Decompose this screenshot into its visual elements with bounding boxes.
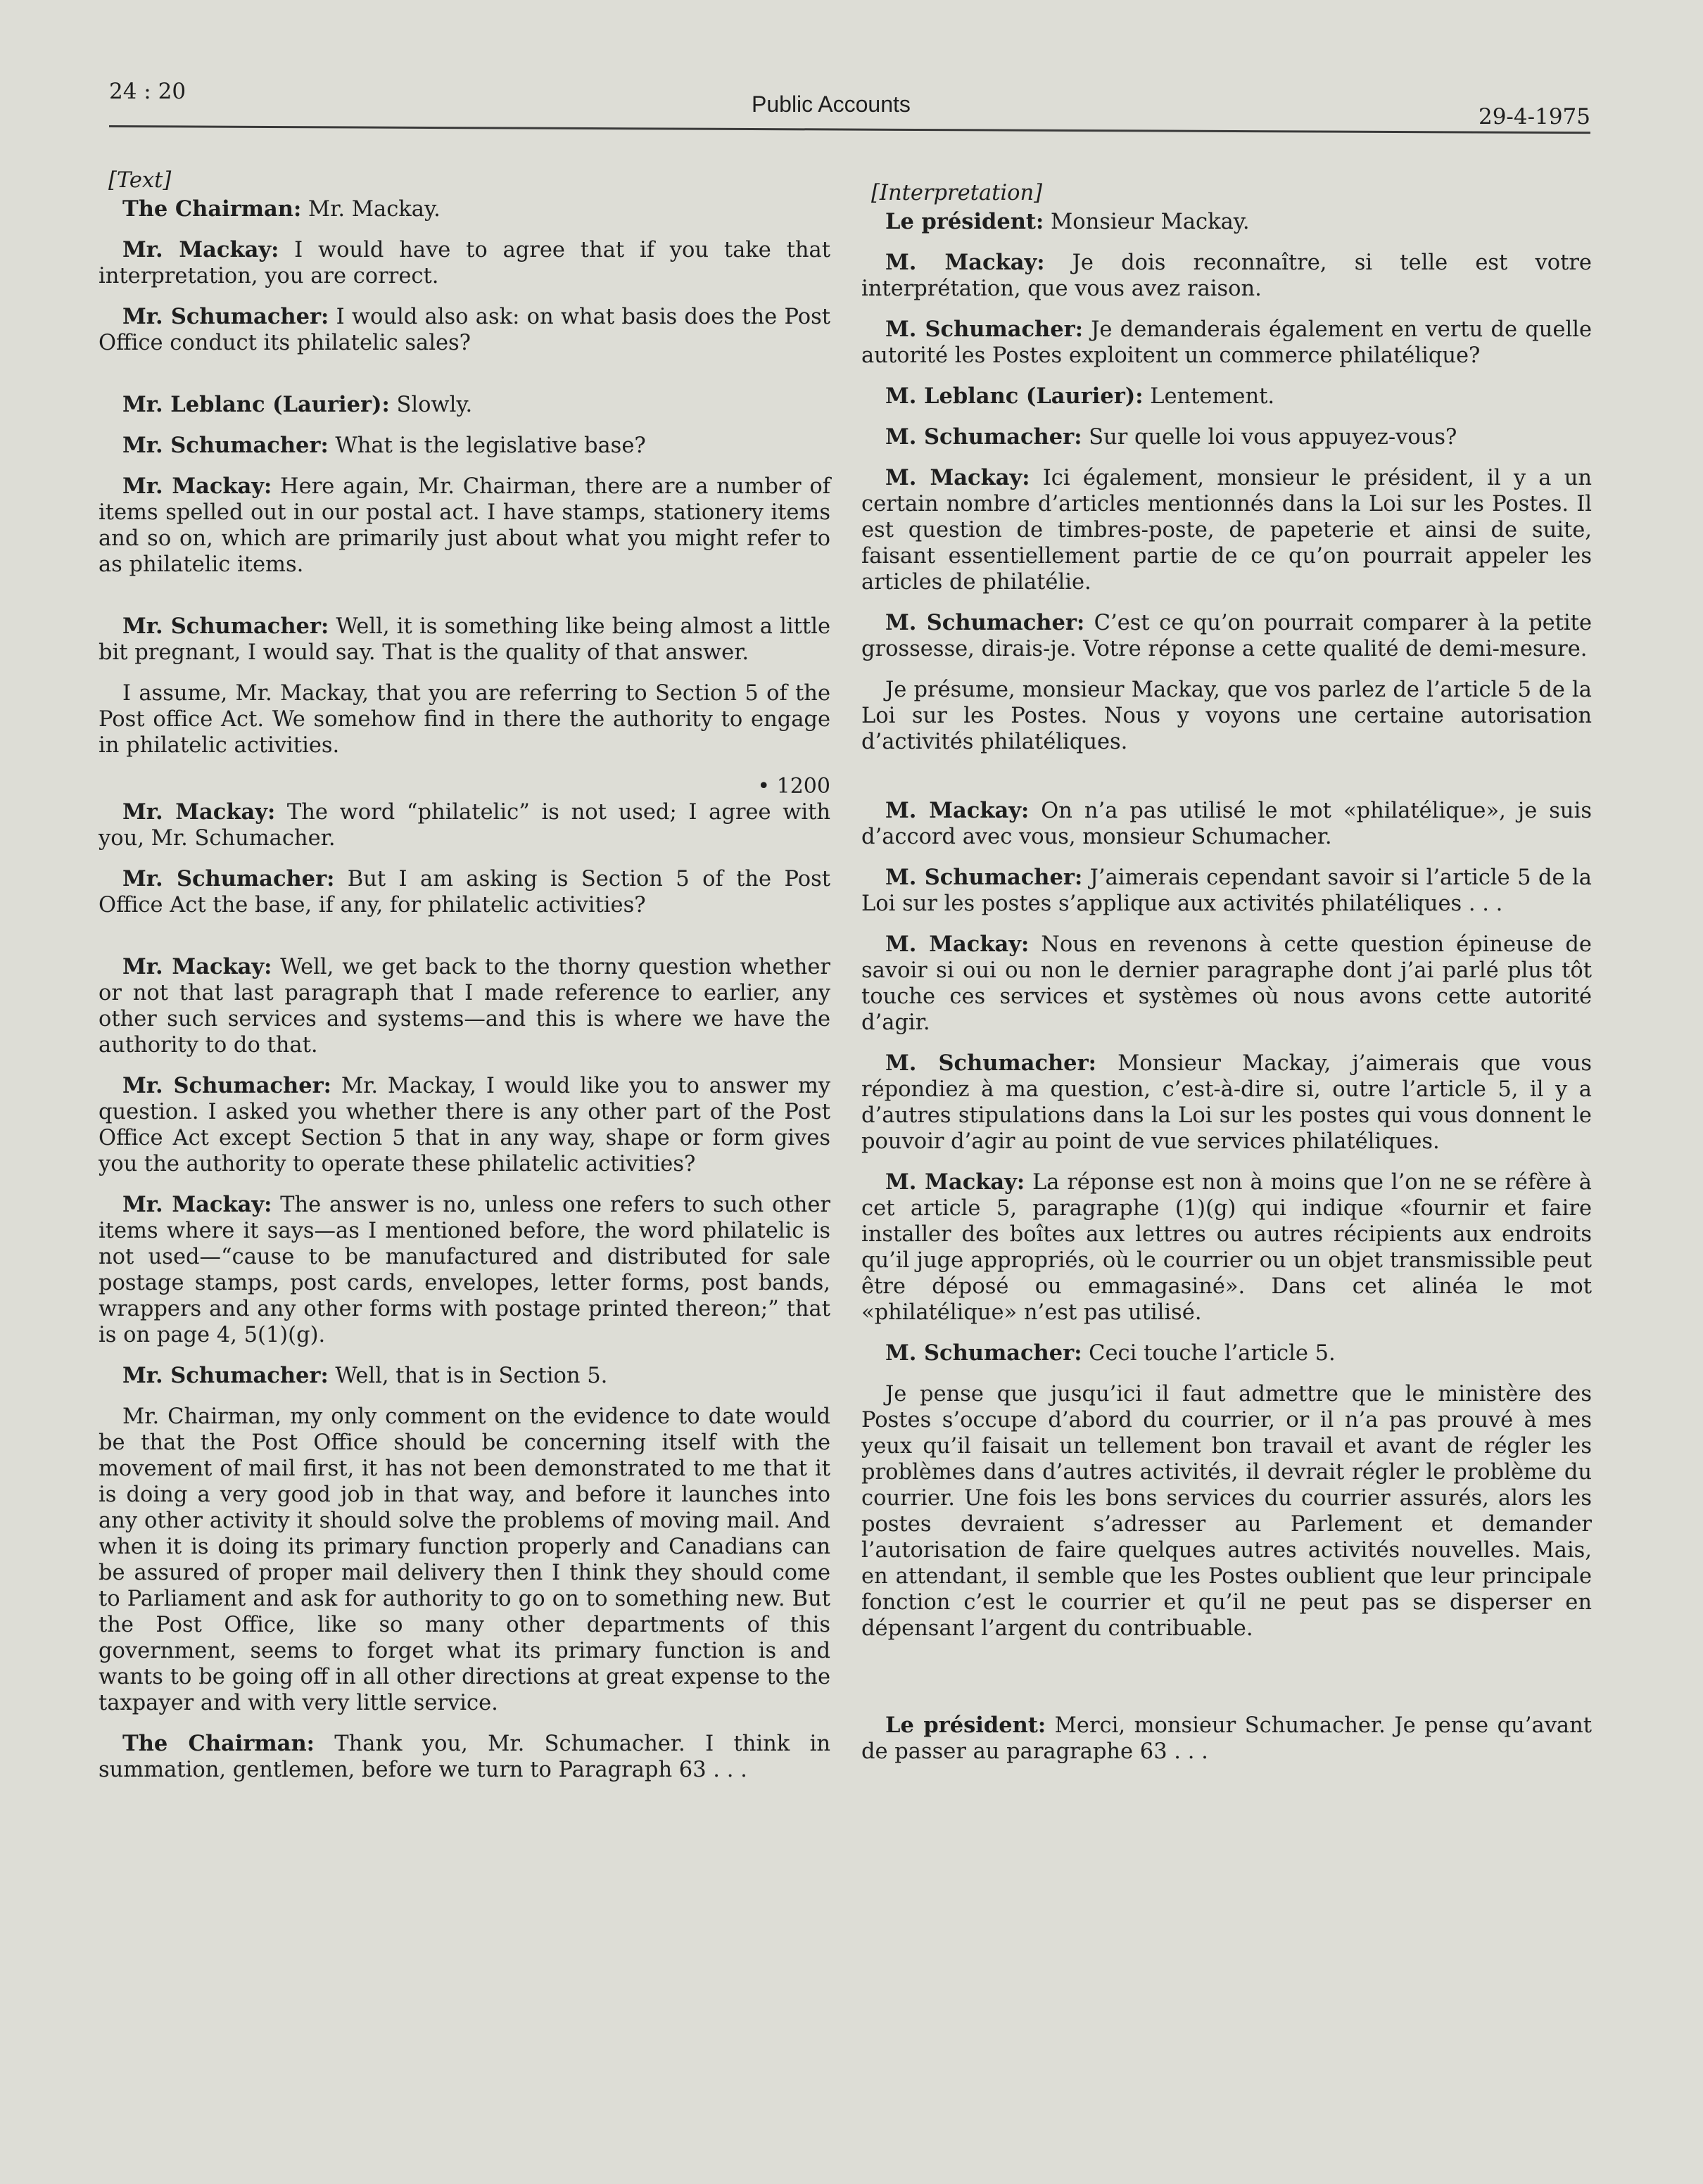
paragraph (861, 465, 1592, 595)
speech: I assume, Mr. Mackay, that you are referring to Section 5 of the Post office Act. We somehow find in there the authority to engage in philatelic activities. (99, 681, 830, 758)
speech: On n’a pas utilisé le mot «philatélique», je suis d’accord avec vous, monsieur Schumacher. (861, 799, 1592, 849)
paragraph (99, 392, 830, 418)
speaker: Mr. Leblanc (Laurier): (122, 392, 390, 417)
speech: Je dois reconnaître, si telle est votre interprétation, que vous avez raison. (861, 250, 1592, 301)
paragraph (99, 954, 830, 1058)
speaker: Mr. Schumacher: (122, 614, 329, 639)
speech: Well, it is something like being almost a little bit pregnant, I would say. That is the quality of that answer. (99, 614, 830, 665)
speaker: Mr. Mackay: (122, 237, 279, 262)
speech: The word “philatelic” is not used; I agree with you, Mr. Schumacher. (99, 800, 830, 851)
column-tag: [Interpretation] (871, 181, 1042, 205)
speech: What is the legislative base? (328, 433, 646, 458)
paragraph (861, 932, 1592, 1036)
paragraph (99, 614, 830, 666)
paragraph (861, 1713, 1592, 1765)
paragraph (861, 209, 1592, 235)
speech: I would also ask: on what basis does the Post Office conduct its philatelic sales? (99, 305, 831, 355)
speaker: Le président: (885, 1713, 1046, 1738)
speech: Here again, Mr. Chairman, there are a number of items spelled out in our postal act. I have stamps, stationery items and so on, which are primarily just about what you might refer to as philatelic items. (99, 474, 830, 577)
speech: Je demanderais également en vertu de quelle autorité les Postes exploitent un commerce philatélique? (861, 317, 1592, 368)
paragraph (99, 680, 830, 758)
paragraph (99, 474, 830, 578)
paragraph (99, 799, 830, 851)
column-tag: [Text] (108, 168, 172, 193)
english-column (99, 167, 830, 1798)
paragraph (99, 1363, 830, 1389)
speaker: The Chairman: (122, 196, 302, 222)
speaker: M. Schumacher: (885, 424, 1082, 450)
paragraph (861, 610, 1592, 662)
speech: The answer is no, unless one refers to such other items where it says—as I mentioned before, the word philatelic is not used—“cause to be manufactured and distributed for sale postage stamps, post cards, envelopes, letter forms, post bands, wrappers and any other forms with postage printed thereon;” that is on page 4, 5(1)(g). (99, 1193, 830, 1347)
speaker: M. Mackay: (885, 932, 1030, 957)
speech: Monsieur Mackay. (1044, 210, 1250, 234)
header-rule (109, 125, 1590, 134)
paragraph (99, 1731, 830, 1783)
speaker: M. Leblanc (Laurier): (885, 383, 1144, 409)
paragraph (861, 1050, 1592, 1155)
paragraph (861, 1340, 1592, 1366)
speaker: M. Mackay: (885, 798, 1030, 823)
paragraph (861, 677, 1592, 755)
speaker: M. Schumacher: (885, 610, 1085, 635)
paragraph (99, 1192, 830, 1348)
speaker: Mr. Schumacher: (122, 1363, 329, 1388)
speaker: M. Schumacher: (885, 865, 1083, 890)
speaker: Mr. Mackay: (122, 474, 272, 499)
speech: Monsieur Mackay, j’aimerais que vous répondiez à ma question, c’est-à-dire si, outre l’article 5, il y a d’autres stipulations dans la Loi sur les postes qui vous donnent le pouvoir d’agir au point de vue services philatéliques. (861, 1051, 1592, 1154)
paragraph (99, 866, 830, 918)
paragraph (861, 250, 1592, 302)
speaker: Mr. Mackay: (122, 1192, 272, 1217)
speech: Sur quelle loi vous appuyez-vous? (1082, 425, 1457, 450)
paragraph (99, 304, 830, 356)
speaker: Mr. Mackay: (122, 954, 272, 979)
paragraph (99, 433, 830, 459)
paragraph (861, 865, 1592, 917)
page-number: 24 : 20 (109, 79, 186, 104)
speaker: Mr. Schumacher: (122, 1073, 331, 1098)
paragraph (861, 424, 1592, 450)
speech: J’aimerais cependant savoir si l’article 5 de la Loi sur les postes s’applique aux activités philatéliques . . . (861, 865, 1592, 916)
speech: I would have to agree that if you take that interpretation, you are correct. (99, 238, 830, 288)
speech: Mr. Chairman, my only comment on the evidence to date would be that the Post Office should be concerning itself with the movement of mail first, it has not been demonstrated to me that it is doing a very good job in that way, and before it launches into any other activity it should solve the problems of moving mail. And when it is doing its primary function properly and Canadians can be assured of proper mail delivery then I think they should come to Parliament and ask for authority to go on to something new. But the Post Office, like so many other departments of this government, seems to forget what its primary function is and wants to be going off in all other directions at great expense to the taxpayer and with very little service. (99, 1404, 830, 1715)
paragraph (861, 383, 1592, 410)
speaker: M. Schumacher: (885, 317, 1083, 342)
speaker: M. Mackay: (885, 1169, 1025, 1195)
paragraph (861, 1169, 1592, 1326)
speech: Je présume, monsieur Mackay, que vos parlez de l’article 5 de la Loi sur les Postes. Nous y voyons une certaine autorisation d’activités philatéliques. (861, 678, 1592, 754)
speech: Thank you, Mr. Schumacher. I think in summation, gentlemen, before we turn to Paragraph 63 . . . (99, 1732, 830, 1782)
speaker: Mr. Mackay: (122, 799, 276, 825)
paragraph (861, 798, 1592, 850)
time-stamp: • 1200 (757, 774, 830, 799)
french-column (861, 180, 1592, 1779)
speaker: M. Mackay: (885, 250, 1045, 275)
paragraph (99, 1404, 830, 1716)
speaker: The Chairman: (122, 1731, 315, 1756)
speech: Merci, monsieur Schumacher. Je pense qu’avant de passer au paragraphe 63 . . . (861, 1713, 1593, 1764)
speaker: Le président: (885, 209, 1044, 234)
paragraph (99, 196, 830, 222)
paragraph (99, 1073, 830, 1177)
speech: Ici également, monsieur le président, il y a un certain nombre d’articles mentionnés dans la Loi sur les Postes. Il est question de timbres-poste, de papeterie et ainsi de suite, faisant essentiellement partie de ce qu’on pourrait appeler les articles de philatélie. (861, 466, 1592, 595)
speaker: Mr. Schumacher: (122, 866, 335, 891)
running-title: Public Accounts (752, 91, 911, 117)
paragraph (99, 237, 830, 289)
speech: Je pense que jusqu’ici il faut admettre que le ministère des Postes s’occupe d’abord du courrier, or il n’a pas prouvé à mes yeux qu’il faisait un tellement bon travail et avant de régler les problèmes dans d’autres activités, il devrait régler le problème du courrier. Une fois les bons services du courrier assurés, alors les postes devraient s’adresser au Parlement et demander l’autorisation de faire quelques autres activités nouvelles. Mais, en attendant, il semble que les Postes oublient que leur principale fonction c’est le courrier et qu’il ne peut pas se disperser en dépensant l’argent du contribuable. (861, 1382, 1592, 1641)
speech: Nous en revenons à cette question épineuse de savoir si oui ou non le dernier paragraphe dont j’ai parlé plus tôt touche ces services et systèmes où nous avons cette autorité d’agir. (861, 932, 1592, 1035)
speaker: M. Schumacher: (885, 1340, 1082, 1366)
speech: La réponse est non à moins que l’on ne se réfère à cet article 5, paragraphe (1)(g) qui indique «fournir et faire installer des boîtes aux lettres ou autres récipients aux endroits qu’il juge appropriés, où le courrier ou un objet transmissible peut être déposé ou emmagasiné». Dans cet alinéa le mot «philatélique» n’est pas utilisé. (861, 1170, 1592, 1325)
speaker: M. Schumacher: (885, 1050, 1096, 1076)
paragraph (861, 1381, 1592, 1642)
speech: Well, we get back to the thorny question whether or not that last paragraph that I made reference to earlier, any other such services and systems—and this is where we have the authority to do that. (99, 955, 830, 1058)
speech: Well, that is in Section 5. (328, 1364, 608, 1388)
speech: Lentement. (1143, 384, 1275, 409)
speech: Ceci touche l’article 5. (1082, 1341, 1336, 1366)
speech: C’est ce qu’on pourrait comparer à la petite grossesse, dirais-je. Votre réponse a cette qualité de demi-mesure. (861, 611, 1592, 661)
speaker: M. Mackay: (885, 465, 1030, 490)
speaker: Mr. Schumacher: (122, 433, 329, 458)
speech: Mr. Mackay. (301, 197, 441, 222)
speech: But I am asking is Section 5 of the Post Office Act the base, if any, for philatelic activities? (99, 867, 830, 918)
paragraph (861, 317, 1592, 369)
speech: Slowly. (389, 393, 473, 417)
speaker: Mr. Schumacher: (122, 304, 329, 329)
page-date: 29-4-1975 (1478, 104, 1590, 129)
speech: Mr. Mackay, I would like you to answer my question. I asked you whether there is any other part of the Post Office Act except Section 5 that in any way, shape or form gives you the authority to operate these philatelic activities? (99, 1074, 831, 1176)
